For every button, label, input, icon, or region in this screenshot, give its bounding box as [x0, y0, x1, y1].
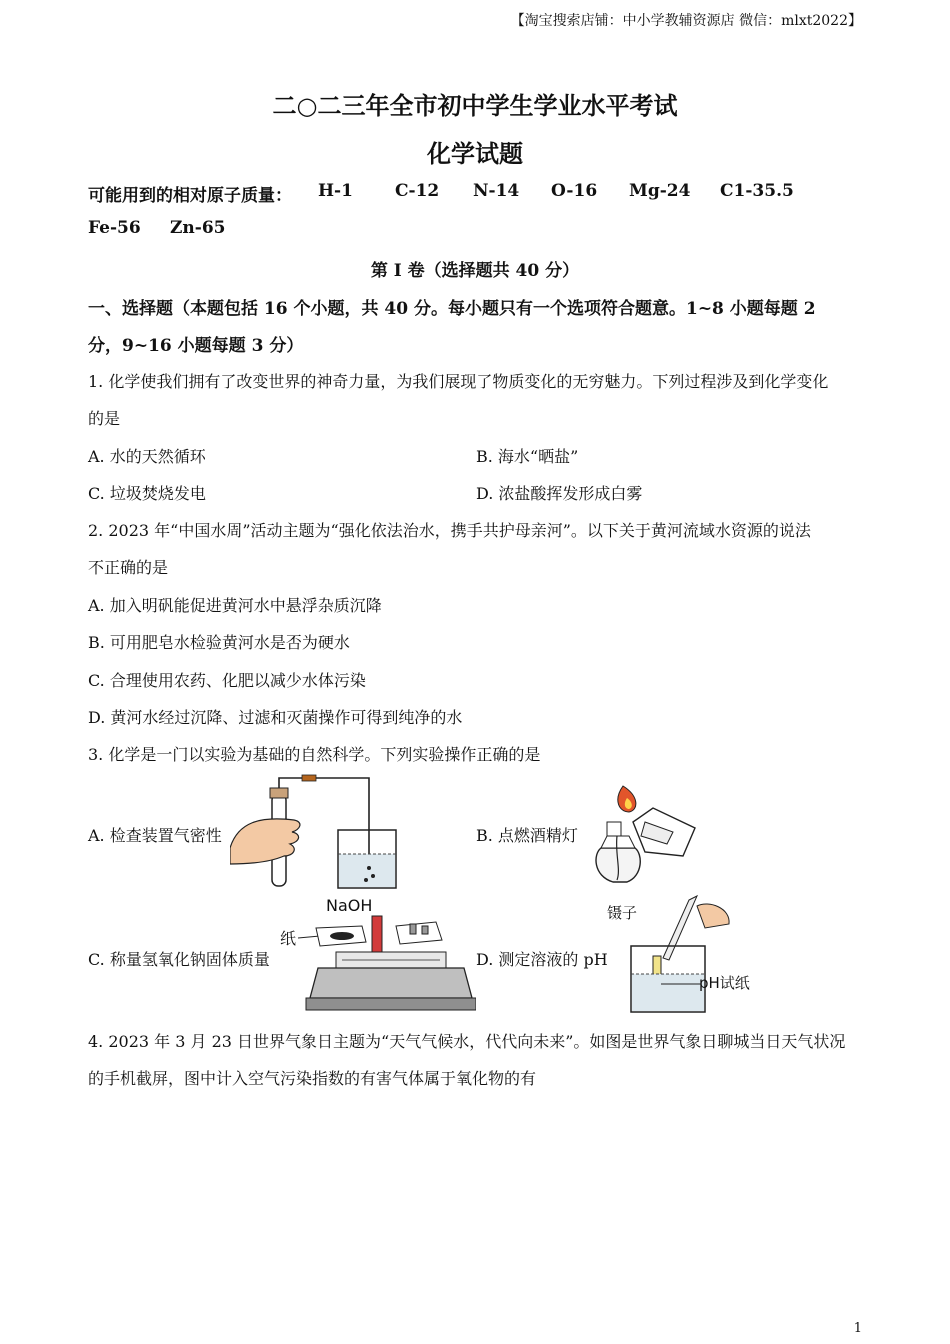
page-number: 1 [853, 1321, 862, 1336]
header-note: 【淘宝搜索店铺：中小学教辅资源店 微信：mlxt2022】 [510, 13, 862, 29]
figure-airtightness-check [230, 772, 410, 892]
mass-item: H-1 [318, 181, 353, 201]
q2-stem: 2. 2023 年“中国水周”活动主题为“强化依法治水，携手共护母亲河”。以下关于黄河流域水资源的说法 [88, 521, 811, 540]
label-paper: 纸 [280, 929, 297, 948]
mass-item: Zn-65 [170, 218, 226, 238]
mass-item: Fe-56 [88, 218, 141, 238]
mass-item: O-16 [551, 181, 598, 201]
mass-item: C-12 [395, 181, 440, 201]
q1-option-b: B. 海水“晒盐” [476, 447, 579, 466]
q3-option-a: A. 检查装置气密性 [88, 826, 222, 845]
q3-stem: 3. 化学是一门以实验为基础的自然科学。下列实验操作正确的是 [88, 745, 541, 764]
q2-option-c: C. 合理使用农药、化肥以减少水体污染 [88, 671, 366, 690]
volume-title: 第 I 卷（选择题共 40 分） [370, 261, 580, 281]
q2-stem-cont: 不正确的是 [88, 558, 169, 577]
q4-stem: 4. 2023 年 3 月 23 日世界气象日主题为“天气气候水，代代向未来”。如图是世界气象日聊城当日天气状况 [88, 1032, 846, 1051]
q4-stem-cont: 的手机截屏，图中计入空气污染指数的有害气体属于氧化物的有 [88, 1069, 537, 1088]
mass-item: N-14 [473, 181, 520, 201]
q1-option-c: C. 垃圾焚烧发电 [88, 484, 206, 503]
exam-title: 二○二三年全市初中学生学业水平考试 [272, 91, 678, 120]
mass-item: C1-35.5 [720, 181, 794, 201]
section-instruction-cont: 分，9~16 小题每题 3 分） [88, 336, 304, 356]
label-naoh: NaOH [326, 896, 373, 915]
label-ph-paper: pH试纸 [699, 974, 750, 992]
atomic-masses [88, 181, 848, 251]
mass-item: Mg-24 [629, 181, 691, 201]
q2-option-b: B. 可用肥皂水检验黄河水是否为硬水 [88, 633, 350, 652]
exam-subject: 化学试题 [427, 139, 523, 168]
q2-option-a: A. 加入明矾能促进黄河水中悬浮杂质沉降 [88, 596, 382, 615]
q1-stem-cont: 的是 [88, 409, 121, 428]
figure-alcohol-lamp [583, 778, 703, 888]
section-instruction: 一、选择题（本题包括 16 个小题，共 40 分。每小题只有一个选项符合题意。1~8 小题每题 2 [88, 299, 816, 319]
q1-option-d: D. 浓盐酸挥发形成白雾 [476, 484, 643, 503]
q1-stem: 1. 化学使我们拥有了改变世界的神奇力量，为我们展现了物质变化的无穷魅力。下列过程涉及到化学变化 [88, 372, 829, 391]
q1-option-a: A. 水的天然循环 [88, 447, 206, 466]
q3-option-c: C. 称量氢氧化钠固体质量 [88, 950, 270, 969]
q3-option-b: B. 点燃酒精灯 [476, 826, 578, 845]
masses-label: 可能用到的相对原子质量： [88, 186, 292, 206]
label-tweezers: 镊子 [607, 904, 638, 922]
figure-balance-naoh [276, 894, 476, 1014]
q3-option-d: D. 测定溶液的 pH [476, 950, 608, 969]
q2-option-d: D. 黄河水经过沉降、过滤和灭菌操作可得到纯净的水 [88, 708, 463, 727]
figure-ph-test [605, 894, 755, 1014]
